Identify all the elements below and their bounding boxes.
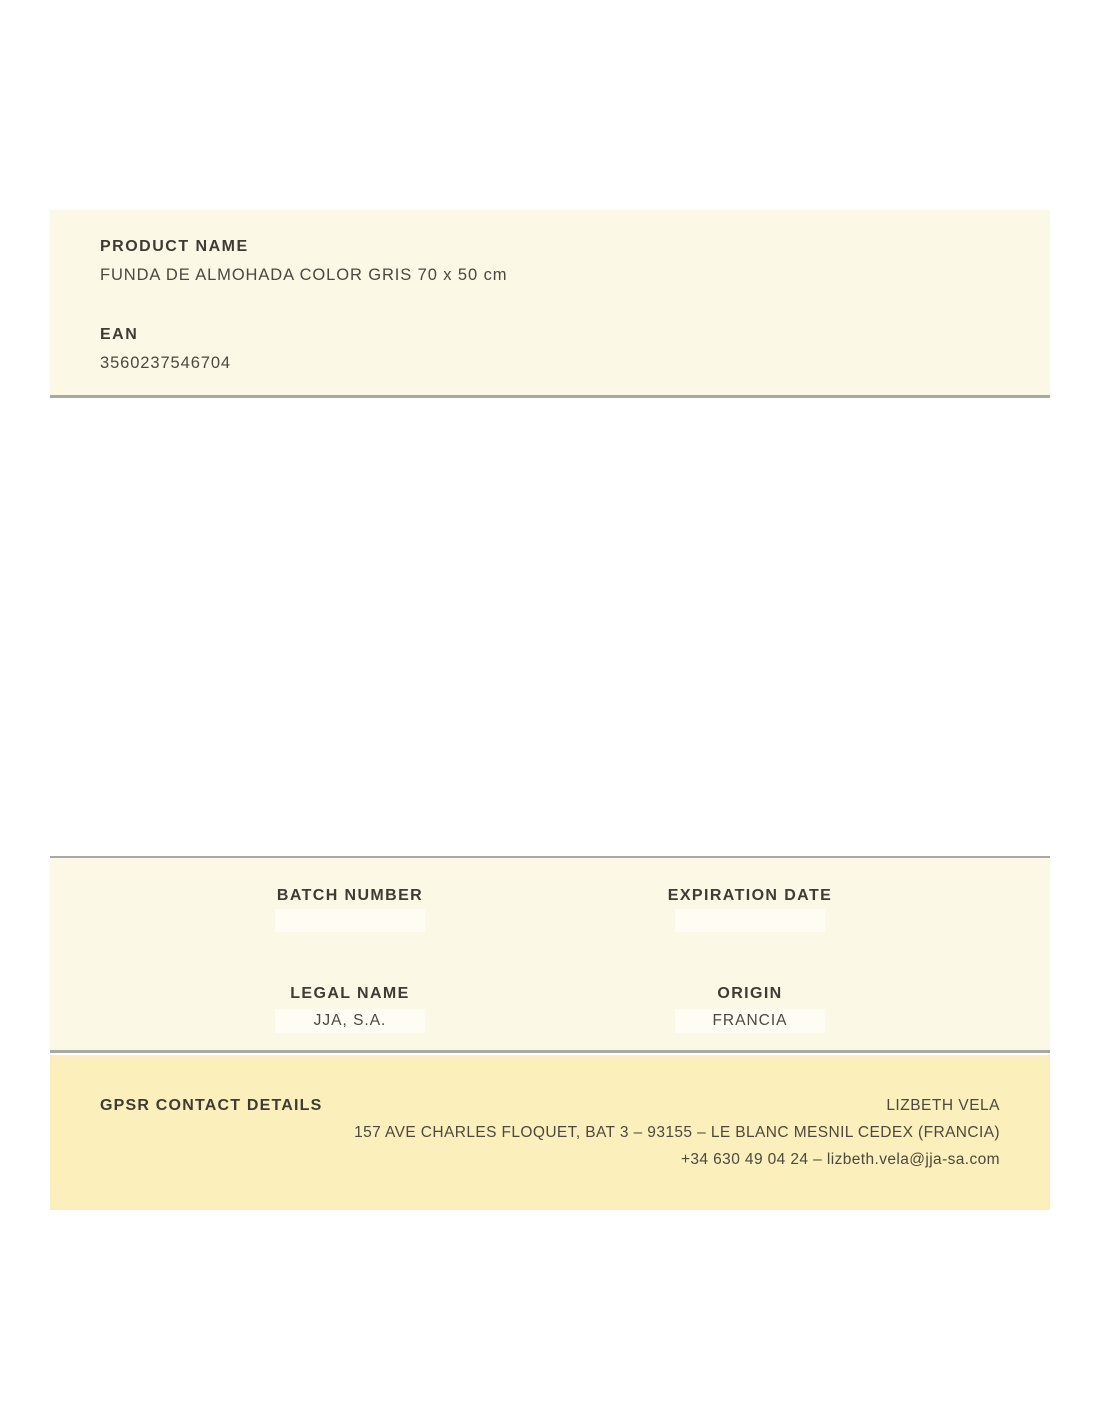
origin-value: FRANCIA [675,1009,825,1033]
batch-number-value-wrap [150,909,550,932]
gpsr-contact-section [50,1055,1050,1210]
origin-label: ORIGIN [717,985,783,1002]
legal-name-value: JJA, S.A. [275,1009,425,1033]
batch-number-label: BATCH NUMBER [276,887,424,904]
batch-number-value [275,909,425,932]
expiration-date-value-wrap [550,909,950,932]
legal-name-label: LEGAL NAME [290,985,410,1002]
ean-label: EAN [100,326,139,343]
batch-grid [150,887,950,1033]
gpsr-contact-name: LIZBETH VELA [886,1097,1000,1114]
origin-value-wrap [550,1009,950,1033]
expiration-date-label: EXPIRATION DATE [667,887,833,904]
product-info-section [50,210,1050,398]
product-name-label: PRODUCT NAME [100,238,249,255]
gpsr-title: GPSR CONTACT DETAILS [100,1097,323,1114]
ean-value: 3560237546704 [100,354,231,372]
product-name-value: FUNDA DE ALMOHADA COLOR GRIS 70 x 50 cm [100,266,508,284]
gpsr-phone-email: +34 630 49 04 24 – lizbeth.vela@jja-sa.com [680,1151,1000,1168]
gpsr-address: 157 AVE CHARLES FLOQUET, BAT 3 – 93155 – LE BLANC MESNIL CEDEX (FRANCIA) [354,1124,1000,1141]
batch-info-section [50,856,1050,1053]
gpsr-header-row [100,1097,1000,1115]
expiration-date-value [675,909,825,932]
legal-name-value-wrap [150,1009,550,1033]
